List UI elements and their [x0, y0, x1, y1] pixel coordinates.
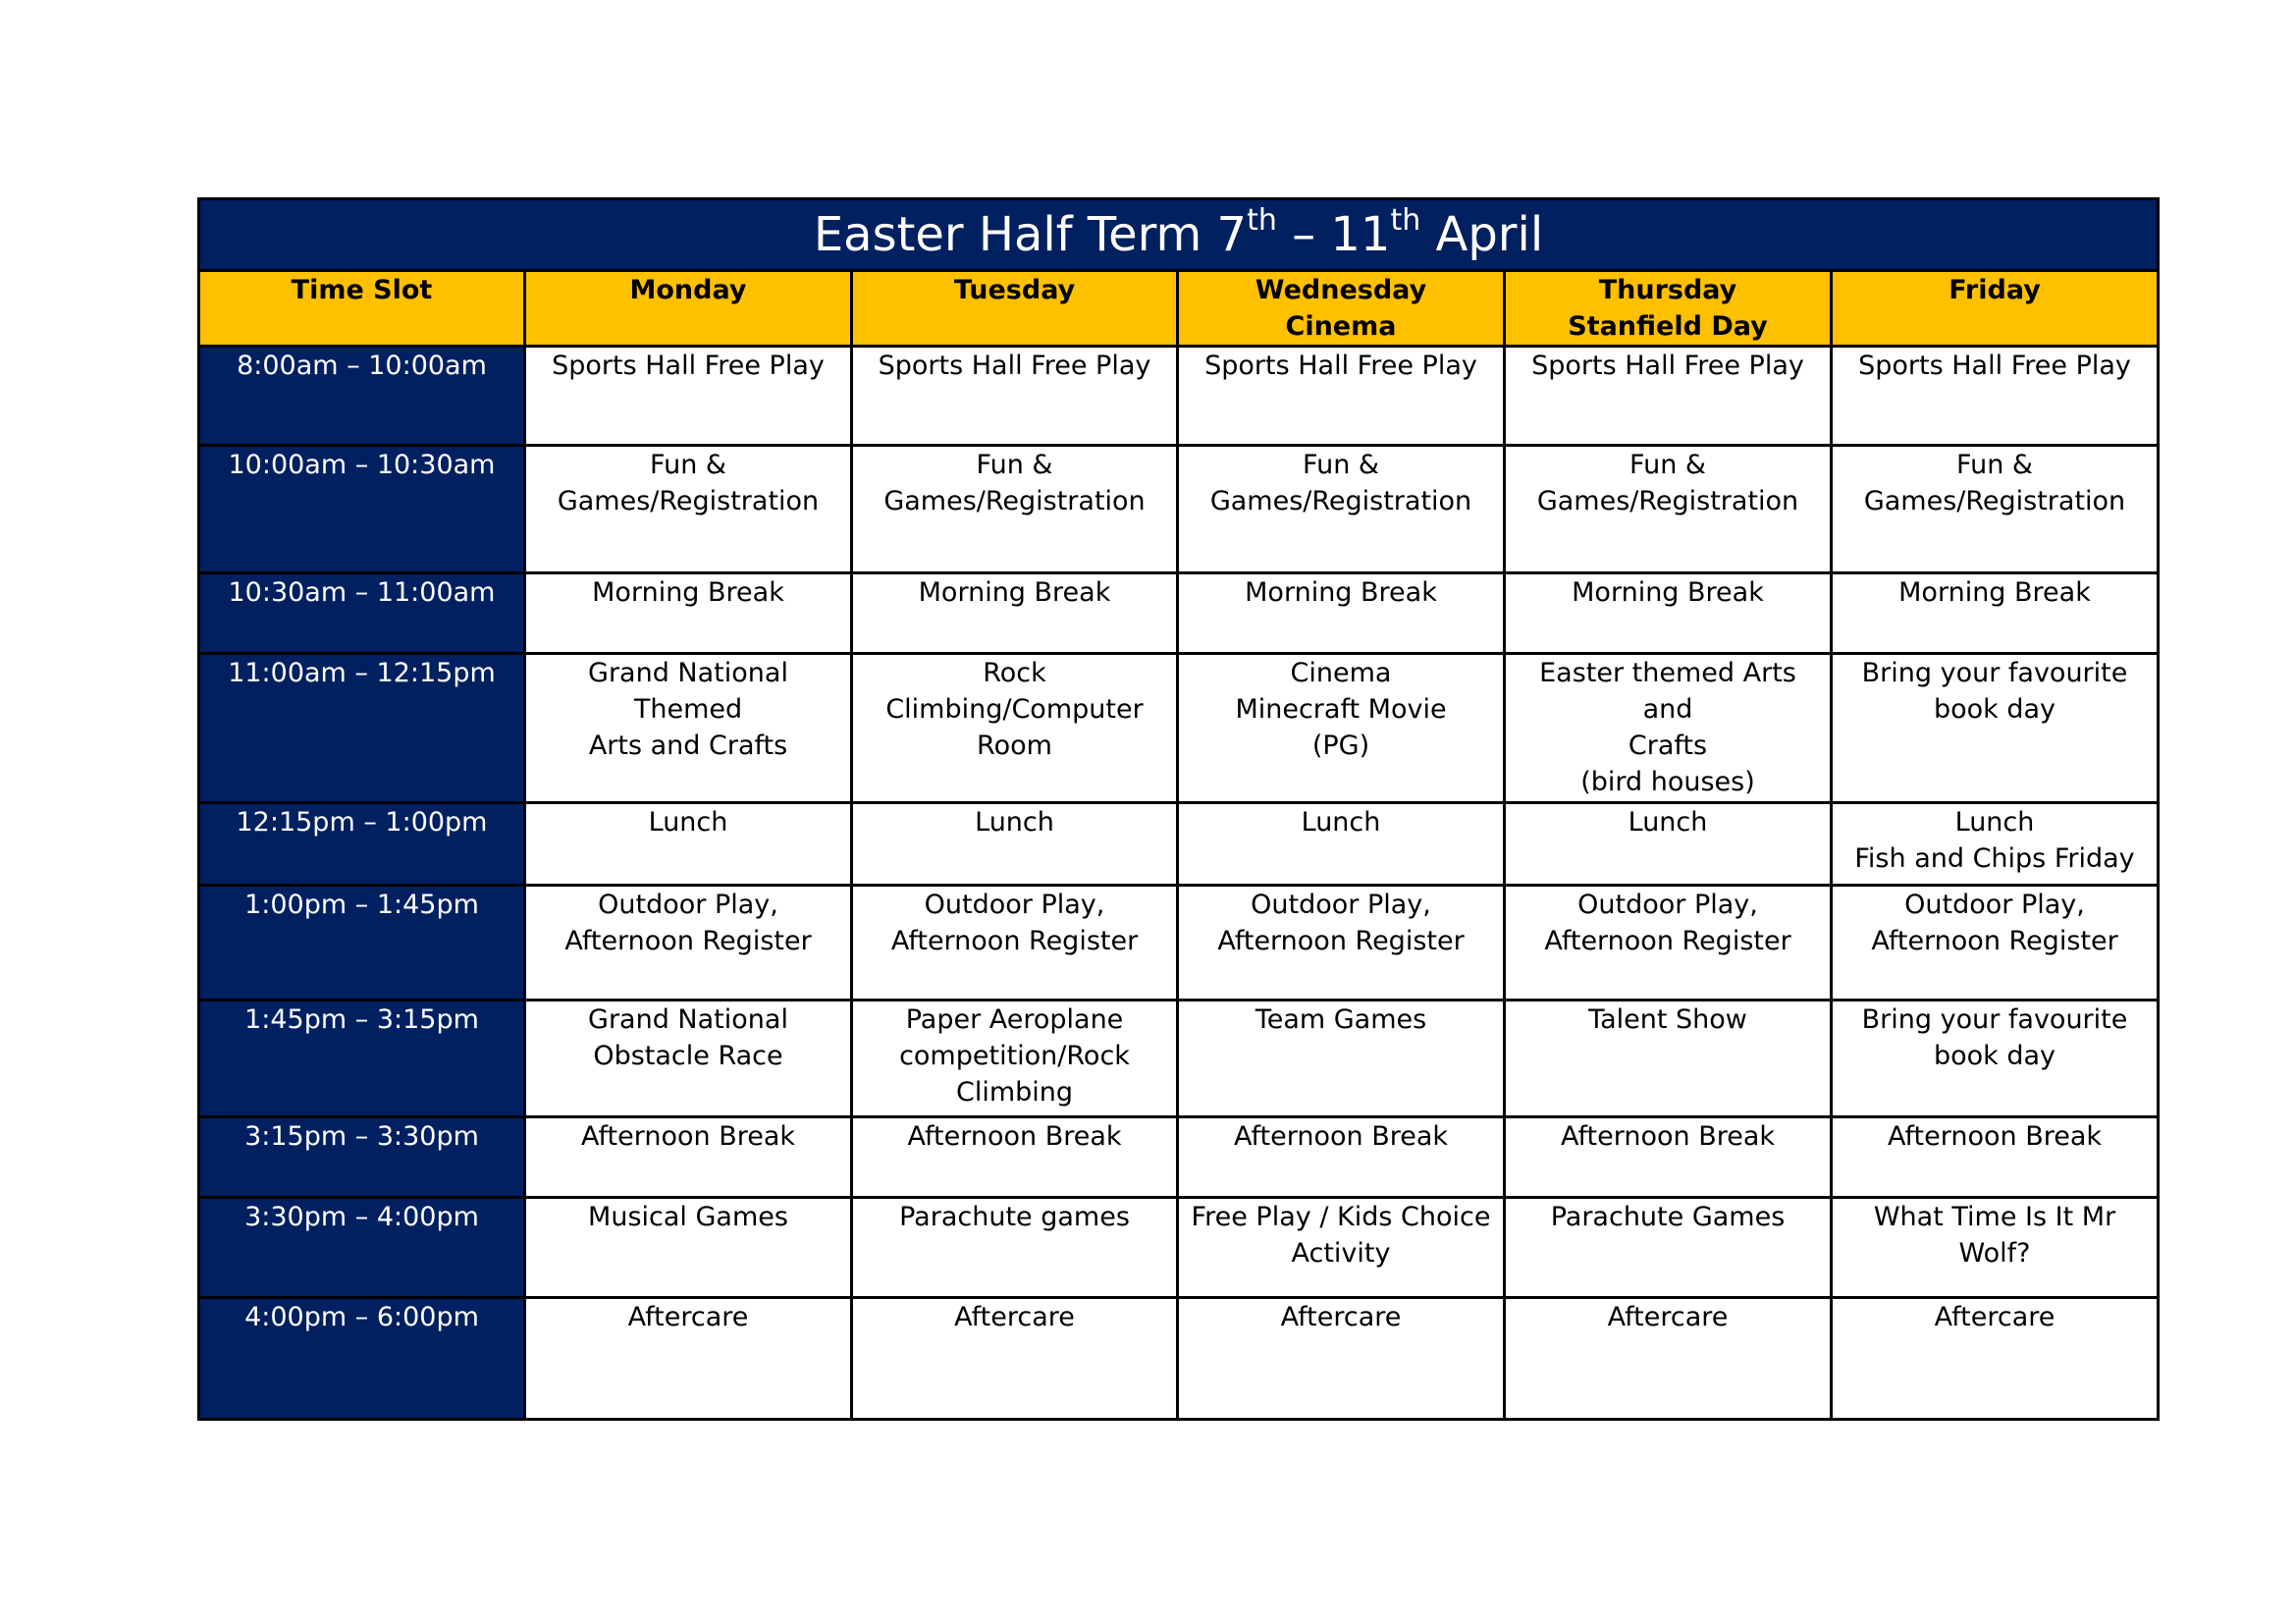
table-row: [199, 573, 2159, 654]
activity-cell: Afternoon Break: [852, 1117, 1178, 1198]
activity-cell: Outdoor Play, Afternoon Register: [852, 886, 1178, 1001]
time-slot-cell: 8:00am – 10:00am: [199, 347, 525, 446]
table-row: [199, 347, 2159, 446]
table-row: [199, 1298, 2159, 1420]
title-middle: – 11: [1276, 207, 1391, 262]
table-row: [199, 654, 2159, 803]
activity-cell: Afternoon Break: [1832, 1117, 2159, 1198]
time-slot-cell: 3:30pm – 4:00pm: [199, 1198, 525, 1298]
activity-cell: Parachute games: [852, 1198, 1178, 1298]
column-header-monday: Monday: [525, 271, 852, 347]
activity-cell: Free Play / Kids Choice Activity: [1178, 1198, 1505, 1298]
column-header-tuesday: Tuesday: [852, 271, 1178, 347]
activity-cell: What Time Is It Mr Wolf?: [1832, 1198, 2159, 1298]
title-prefix: Easter Half Term 7: [813, 207, 1248, 262]
activity-cell: Afternoon Break: [1178, 1117, 1505, 1198]
time-slot-cell: 12:15pm – 1:00pm: [199, 803, 525, 886]
activity-cell: Afternoon Break: [525, 1117, 852, 1198]
activity-cell: Bring your favourite book day: [1832, 654, 2159, 803]
time-slot-cell: 10:00am – 10:30am: [199, 446, 525, 573]
activity-cell: Team Games: [1178, 1001, 1505, 1117]
activity-cell: Grand National Obstacle Race: [525, 1001, 852, 1117]
activity-cell: Sports Hall Free Play: [852, 347, 1178, 446]
activity-cell: Parachute Games: [1505, 1198, 1832, 1298]
activity-cell: Grand National Themed Arts and Crafts: [525, 654, 852, 803]
activity-cell: Fun & Games/Registration: [1832, 446, 2159, 573]
activity-cell: Morning Break: [1505, 573, 1832, 654]
activity-cell: Musical Games: [525, 1198, 852, 1298]
table-row: [199, 1198, 2159, 1298]
activity-cell: Lunch Fish and Chips Friday: [1832, 803, 2159, 886]
activity-cell: Paper Aeroplane competition/Rock Climbing: [852, 1001, 1178, 1117]
activity-cell: Morning Break: [852, 573, 1178, 654]
title-sup-1: th: [1247, 203, 1277, 238]
activity-cell: Morning Break: [525, 573, 852, 654]
time-slot-cell: 11:00am – 12:15pm: [199, 654, 525, 803]
activity-cell: Rock Climbing/Computer Room: [852, 654, 1178, 803]
header-row: [199, 271, 2159, 347]
activity-cell: Aftercare: [525, 1298, 852, 1420]
activity-cell: Talent Show: [1505, 1001, 1832, 1117]
column-header-time-slot: Time Slot: [199, 271, 525, 347]
activity-cell: Sports Hall Free Play: [1832, 347, 2159, 446]
title-suffix: April: [1420, 207, 1544, 262]
activity-cell: Afternoon Break: [1505, 1117, 1832, 1198]
activity-cell: Fun & Games/Registration: [1178, 446, 1505, 573]
activity-cell: Outdoor Play, Afternoon Register: [1178, 886, 1505, 1001]
activity-cell: Outdoor Play, Afternoon Register: [1505, 886, 1832, 1001]
time-slot-cell: 3:15pm – 3:30pm: [199, 1117, 525, 1198]
column-header-friday: Friday: [1832, 271, 2159, 347]
title-sup-2: th: [1390, 203, 1421, 238]
table-row: [199, 886, 2159, 1001]
activity-cell: Sports Hall Free Play: [525, 347, 852, 446]
activity-cell: Fun & Games/Registration: [1505, 446, 1832, 573]
activity-cell: Morning Break: [1832, 573, 2159, 654]
table-row: [199, 446, 2159, 573]
time-slot-cell: 4:00pm – 6:00pm: [199, 1298, 525, 1420]
activity-cell: Morning Break: [1178, 573, 1505, 654]
time-slot-cell: 1:45pm – 3:15pm: [199, 1001, 525, 1117]
column-header-wednesday: Wednesday Cinema: [1178, 271, 1505, 347]
activity-cell: Sports Hall Free Play: [1505, 347, 1832, 446]
activity-cell: Aftercare: [852, 1298, 1178, 1420]
activity-cell: Sports Hall Free Play: [1178, 347, 1505, 446]
activity-cell: Aftercare: [1178, 1298, 1505, 1420]
activity-cell: Fun & Games/Registration: [852, 446, 1178, 573]
activity-cell: Lunch: [1505, 803, 1832, 886]
time-slot-cell: 1:00pm – 1:45pm: [199, 886, 525, 1001]
activity-cell: Outdoor Play, Afternoon Register: [1832, 886, 2159, 1001]
activity-cell: Fun & Games/Registration: [525, 446, 852, 573]
time-slot-cell: 10:30am – 11:00am: [199, 573, 525, 654]
table-row: [199, 1117, 2159, 1198]
timetable: [197, 197, 2160, 1421]
activity-cell: Lunch: [525, 803, 852, 886]
activity-cell: Bring your favourite book day: [1832, 1001, 2159, 1117]
activity-cell: Lunch: [1178, 803, 1505, 886]
table-row: [199, 1001, 2159, 1117]
activity-cell: Outdoor Play, Afternoon Register: [525, 886, 852, 1001]
activity-cell: Easter themed Arts and Crafts (bird houses): [1505, 654, 1832, 803]
activity-cell: Cinema Minecraft Movie (PG): [1178, 654, 1505, 803]
table-row: [199, 803, 2159, 886]
page-title: [199, 199, 2159, 271]
activity-cell: Lunch: [852, 803, 1178, 886]
activity-cell: Aftercare: [1832, 1298, 2159, 1420]
column-header-thursday: Thursday Stanfield Day: [1505, 271, 1832, 347]
activity-cell: Aftercare: [1505, 1298, 1832, 1420]
